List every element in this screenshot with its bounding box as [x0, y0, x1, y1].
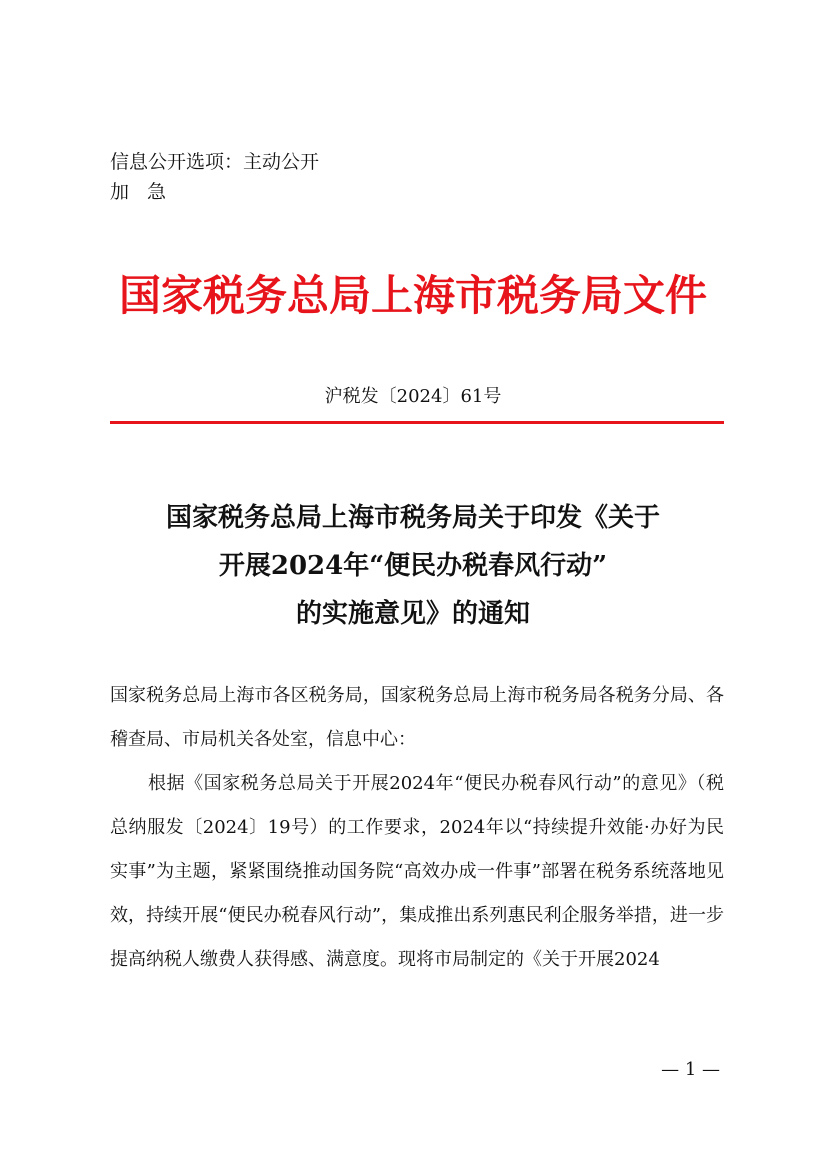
addressee-text: 国家税务总局上海市各区税务局，国家税务总局上海市税务局各税务分局、各稽查局、市局机关各处室，信息中心： — [110, 685, 724, 750]
body-paragraph — [110, 762, 724, 982]
page-number: — 1 — — [661, 1059, 720, 1080]
body-paragraph-text: 根据《国家税务总局关于开展2024年“便民办税春风行动”的意见》（税总纳服发〔2024〕19号）的工作要求，2024年以“持续提升效能·办好为民实事”为主题，紧紧围绕推动国务院“高效办成一件事”部署在税务系统落地见效，持续开展“便民办税春风行动”，集成推出系列惠民利企服务举措，进一步提高纳税人缴费人获得感、满意度。现将市局制定的《关于开展2024 — [110, 773, 724, 970]
document-number: 沪税发〔2024〕61号 — [324, 386, 502, 407]
red-divider-line — [110, 421, 724, 424]
document-title-line: 的实施意见》的通知 — [295, 599, 530, 629]
issuer-title: 国家税务总局上海市税务局文件 — [118, 271, 707, 320]
document-title-line: 国家税务总局上海市税务局关于印发《关于 — [165, 503, 660, 533]
disclosure-option: 信息公开选项：主动公开 — [110, 151, 320, 173]
document-title-line: 开展2024年“便民办税春风行动” — [218, 551, 608, 581]
addressee-block — [110, 674, 724, 762]
document-title — [0, 494, 826, 638]
urgency-label: 加急 — [110, 181, 185, 203]
